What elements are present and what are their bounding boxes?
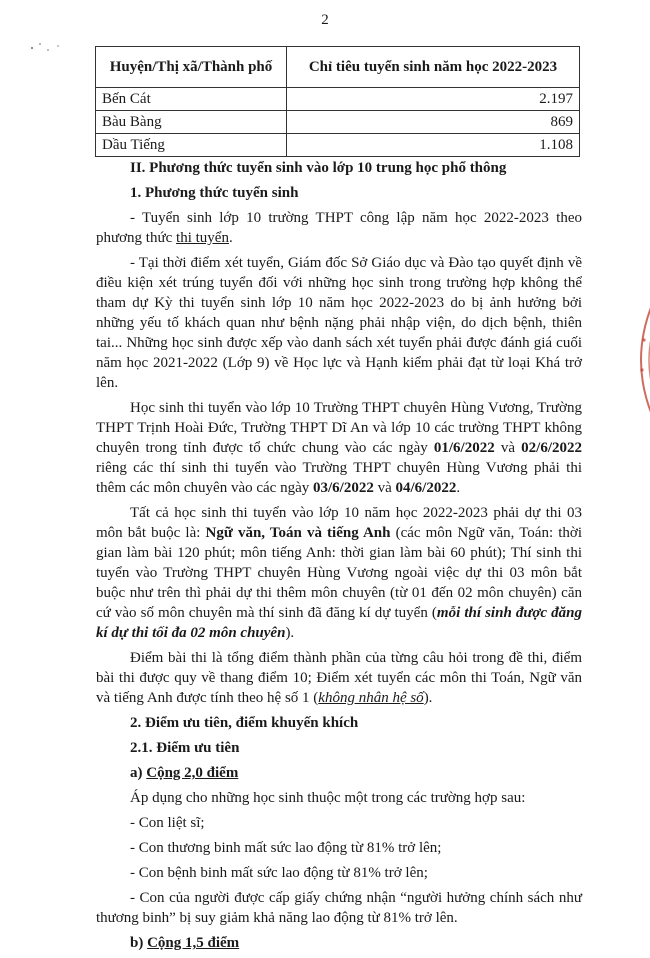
table-cell-value: 1.108 [287, 134, 580, 157]
document-body [96, 158, 582, 958]
red-stamp-edge [622, 300, 650, 420]
item-heading-b [96, 933, 582, 953]
text-run: ). [423, 690, 433, 706]
bold-date: 02/6/2022 [521, 440, 582, 456]
text-run: Học sinh thi tuyển vào lớp 10 Trường THPT chuyên Hùng Vương, Trường THPT Trịnh Hoài Đức, Trường THPT Dĩ An và lớp 10 các trường THPT không chuyên trong tỉnh được tổ chức chung vào các ngày [96, 400, 582, 456]
subsection-heading: 1. Phương thức tuyển sinh [130, 185, 299, 201]
underlined-text: thi tuyển [176, 230, 229, 246]
bold-italic-note: mỗi thí sinh được đăng kí dự thi tối đa 02 môn chuyên [96, 605, 582, 641]
page-number: 2 [321, 12, 329, 28]
table-header-row [96, 47, 580, 88]
bold-date: 03/6/2022 [313, 480, 374, 496]
table-row [96, 111, 580, 134]
bold-subjects: Ngữ văn, Toán và tiếng Anh [205, 525, 391, 541]
quota-table [95, 46, 580, 157]
table-cell-name: Bến Cát [96, 88, 287, 111]
underlined-text: Cộng 2,0 điểm [146, 765, 239, 781]
scan-speckles [28, 38, 68, 58]
item-heading-a [96, 763, 582, 783]
list-item: - Con thương binh mất sức lao động từ 81% trở lên; [130, 840, 442, 856]
text-run: Tất cả học sinh thi tuyển vào lớp 10 năm học 2022-2023 phải dự thi 03 môn bắt buộc là: [96, 505, 582, 541]
text-run: Điểm bài thi là tổng điểm thành phần của từng câu hỏi trong đề thi, điểm bài thi được quy về thang điểm 10; Điểm xét tuyển các môn thi Toán, Ngữ văn và tiếng Anh được tính theo hệ số 1 ( [96, 650, 582, 706]
text-run: và [373, 480, 396, 496]
list-item: - Con liệt sĩ; [130, 815, 205, 831]
bold-date: 04/6/2022 [395, 480, 457, 496]
subsection-heading: 2. Điểm ưu tiên, điểm khuyến khích [130, 715, 359, 731]
list-item: - Con của người được cấp giấy chứng nhận “người hưởng chính sách như thương binh” bị suy giảm khả năng lao động từ 81% trở lên. [96, 890, 582, 926]
table-row [96, 88, 580, 111]
list-item: - Con bệnh binh mất sức lao động từ 81% trở lên; [130, 865, 428, 881]
bold-date: 01/6/2022 [433, 440, 495, 456]
subsection-heading: 2.1. Điểm ưu tiên [130, 740, 240, 756]
text-run: (các môn Ngữ văn, Toán: thời gian làm bài 120 phút; môn tiếng Anh: thời gian làm bài 60 phút); Thí sinh thi tuyển vào Trường THPT chuyên Hùng Vương ngoài việc dự thi 03 môn bắt buộc như trên thì phải dự thi thêm môn chuyên (từ 01 đến 02 môn chuyên) căn cứ vào số môn chuyên mà thí sinh đã đăng kí dự tuyển ( [96, 525, 582, 621]
text-run: - Tuyển sinh lớp 10 trường THPT công lập năm học 2022-2023 theo phương thức [96, 210, 582, 246]
table-header-quota: Chỉ tiêu tuyển sinh năm học 2022-2023 [287, 47, 580, 88]
text-run: . [228, 230, 233, 246]
paragraph-admission-method [96, 208, 582, 248]
underlined-italic-note: không nhân hệ số [318, 690, 424, 706]
paragraph-conditions: - Tại thời điểm xét tuyển, Giám đốc Sở Giáo dục và Đào tạo quyết định về điều kiện xét trúng tuyển đối với những học sinh trong trường hợp không thể tham dự Kỳ thi tuyển sinh lớp 10 năm học 2022-2023 do bị ảnh hưởng bởi những yếu tố khách quan như bệnh nặng phải nhập viện, do dịch bệnh, thiên tai... Những học sinh được xếp vào danh sách xét tuyển phải được đánh giá cuối năm học 2021-2022 (Lớp 9) về Học lực và Hạnh kiểm phải đạt từ loại Khá trở lên. [96, 255, 582, 391]
paragraph-subjects [96, 503, 582, 643]
list-intro: Áp dụng cho những học sinh thuộc một trong các trường hợp sau: [130, 790, 526, 806]
table-cell-name: Bàu Bàng [96, 111, 287, 134]
text-run: . [456, 480, 461, 496]
table-row [96, 134, 580, 157]
table-header-district: Huyện/Thị xã/Thành phố [96, 47, 287, 88]
underlined-text: Cộng 1,5 điểm [147, 935, 240, 951]
text-run: ). [285, 625, 295, 641]
paragraph-scoring [96, 648, 582, 708]
text-run: a) [130, 765, 147, 781]
text-run: riêng các thí sinh thi tuyển vào Trường THPT chuyên Hùng Vương phải thi thêm các môn chuyên vào các ngày [96, 460, 582, 496]
section-heading: II. Phương thức tuyển sinh vào lớp 10 trung học phổ thông [130, 160, 507, 176]
table-cell-value: 2.197 [287, 88, 580, 111]
text-run: và [494, 440, 522, 456]
table-cell-value: 869 [287, 111, 580, 134]
table-cell-name: Dầu Tiếng [96, 134, 287, 157]
paragraph-exam-dates [96, 398, 582, 498]
text-run: b) [130, 935, 148, 951]
